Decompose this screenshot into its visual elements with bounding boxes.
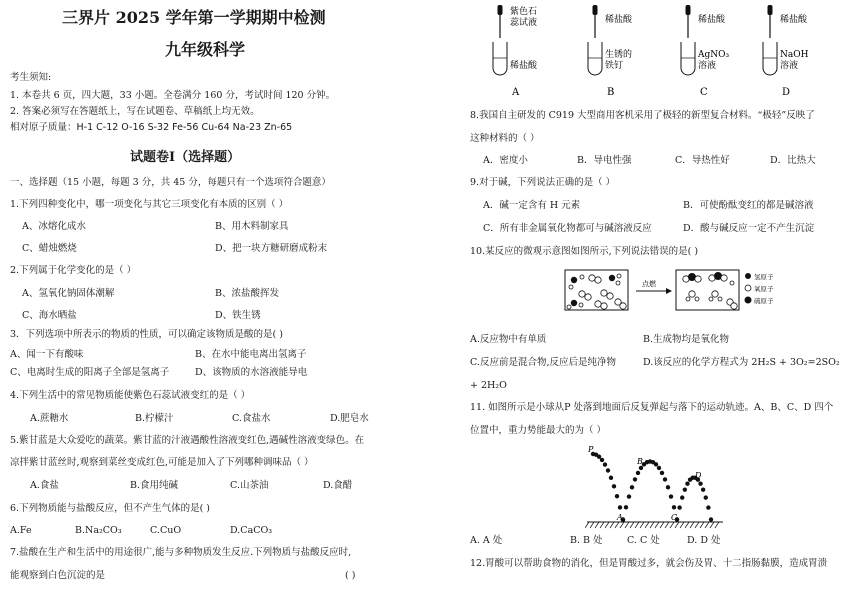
right-column (425, 0, 847, 594)
notice-line-2: 2. 答案必须写在答题纸上，写在试题卷、草稿纸上均无效。 (10, 106, 260, 117)
left-column (0, 0, 420, 594)
dropper-bulb (593, 5, 598, 15)
q3-stem: 3．下列选项中所表示的物质的性质，可以确定该物质是酸的是( ) (10, 329, 283, 340)
q1-option-c: C、蜡烛燃烧 (22, 243, 77, 254)
tube-b (588, 5, 633, 98)
dropper-bulb (768, 5, 773, 15)
dropper-label: 紫色石 (510, 7, 538, 17)
q5-option-c: C.山茶油 (230, 480, 269, 491)
ground-hatch (625, 522, 629, 528)
trajectory-dot (606, 468, 610, 472)
trajectory-dot (677, 505, 681, 509)
q4-option-c: C.食盐水 (232, 413, 271, 424)
tube-option-label: B (607, 87, 615, 98)
tube-d (763, 5, 809, 98)
ground-hatch (585, 522, 589, 528)
q3-option-b: B、在水中能电离出氢离子 (195, 349, 307, 360)
ground-hatch (635, 522, 639, 528)
q10-option-b: B.生成物均是氧化物 (643, 334, 730, 345)
test-tube (763, 42, 777, 75)
ground-hatch (685, 522, 689, 528)
q2-stem: 2.下列属于化学变化的是（ ） (10, 265, 137, 276)
point-label-p: P (588, 445, 594, 454)
q11-option-a: A. A 处 (470, 535, 503, 546)
legend-sulfur-marker (745, 297, 752, 304)
q8-stem-line-2: 这种材料的（ ） (470, 133, 540, 144)
q2-option-c: C、海水晒盐 (22, 310, 77, 321)
q6-option-d: D.CaCO₃ (230, 525, 273, 536)
ground-hatch (615, 522, 619, 528)
trajectory-dot (630, 485, 634, 489)
trajectory-dot (666, 485, 670, 489)
exam-title: 三界片 2025 学年第一学期期中检测 (62, 8, 326, 27)
ground-hatch (680, 522, 684, 528)
q5-option-d: D.食醋 (323, 480, 353, 491)
trajectory-dot (685, 482, 689, 486)
liquid-label: 生锈的 (605, 50, 633, 60)
legend-hydrogen: 氢原子 (754, 273, 774, 281)
q6-option-b: B.Na₂CO₃ (75, 525, 122, 536)
ground-hatch (715, 522, 719, 528)
liquid-label: 溶液 (698, 61, 717, 71)
trajectory-dot (636, 471, 640, 475)
q10-option-a: A.反应物中有单质 (470, 334, 547, 345)
dropper-label: 蕊试液 (510, 18, 538, 28)
trajectory-dot (701, 487, 705, 491)
ground-hatch (675, 522, 679, 528)
notice-line-1: 1. 本卷共 6 页，四大题，33 小题。全卷满分 160 分，考试时间 120 分钟。 (10, 90, 336, 101)
ground-hatch (705, 522, 709, 528)
liquid-label: AgNO₃ (698, 50, 730, 60)
trajectory-dot (683, 487, 687, 491)
paper-section-title: 试题卷Ⅰ（选择题） (130, 150, 241, 165)
tube-c (681, 5, 730, 98)
section-instructions: 一、选择题（15 小题，每题 3 分，共 45 分，每题只有一个选项符合题意） (10, 177, 331, 188)
q8-option-b: B．导电性强 (577, 155, 632, 166)
trajectory-dot (698, 482, 702, 486)
legend-oxygen-marker (745, 285, 751, 291)
ground-hatch (645, 522, 649, 528)
ground-hatch (655, 522, 659, 528)
point-label-b: B (637, 457, 643, 466)
trajectory-dot (704, 495, 708, 499)
trajectory-dot (615, 494, 619, 498)
trajectory-dot (706, 505, 710, 509)
liquid-label: NaOH (780, 50, 809, 60)
liquid-label: 稀盐酸 (510, 61, 538, 71)
q11-option-c: C. C 处 (627, 535, 660, 546)
ground-hatch (710, 522, 714, 528)
ground-hatch (690, 522, 694, 528)
atomic-mass-line: 相对原子质量：H-1 C-12 O-16 S-32 Fe-56 Cu-64 Na-23 Zn-65 (10, 122, 293, 133)
trajectory-dot (680, 495, 684, 499)
dropper-bulb (498, 5, 503, 15)
q6-stem: 6.下列物质能与盐酸反应，但不产生气体的是( ) (10, 503, 210, 514)
trajectory-dot (600, 458, 604, 462)
q5-stem-line-2: 凉拌紫甘蓝丝时,观察到菜丝变成红色,可能是加入了下列哪种调味品（ ） (10, 457, 314, 468)
q8-stem-line-1: 8.我国自主研发的 C919 大型商用客机采用了极轻的新型复合材料。“极轻”反映了 (470, 110, 815, 121)
q11-option-d: D. D 处 (687, 535, 721, 546)
q9-option-d: D．酸与碱反应一定不产生沉淀 (683, 223, 815, 234)
dropper-bulb (686, 5, 691, 15)
ground-hatch (595, 522, 599, 528)
trajectory-dot (597, 454, 601, 458)
reaction-arrowhead (666, 288, 672, 294)
q9-option-b: B．可使酚酞变红的都是碱溶液 (683, 200, 814, 211)
q5-option-b: B.食用纯碱 (130, 480, 179, 491)
ground-hatch (600, 522, 604, 528)
test-tube (681, 42, 695, 75)
ground-hatch (670, 522, 674, 528)
trajectory-dot (627, 494, 631, 498)
tube-option-label: A (512, 87, 520, 98)
q12-stem: 12.胃酸可以帮助食物的消化，但是胃酸过多，就会伤及胃、十二指肠黏膜，造成胃溃 (470, 558, 828, 569)
q5-stem-line-1: 5.紫甘蓝是大众爱吃的蔬菜。紫甘蓝的汁液遇酸性溶液变红色,遇碱性溶液变绿色。在 (10, 435, 365, 446)
q5-option-a: A.食盐 (30, 480, 59, 491)
q2-option-b: B、浓盐酸挥发 (215, 288, 279, 299)
legend-oxygen: 氧原子 (754, 285, 774, 293)
ground-hatch (660, 522, 664, 528)
q9-option-c: C．所有非金属氧化物都可与碱溶液反应 (483, 223, 652, 234)
q10-option-d-continued: + 2H₂O (470, 380, 507, 391)
notice-heading: 考生须知: (10, 72, 52, 83)
test-tube (493, 42, 507, 75)
q11-bounce-trajectory (585, 442, 725, 532)
ground-hatch (700, 522, 704, 528)
q7-test-tube-diagram (425, 0, 847, 100)
ground-hatch (695, 522, 699, 528)
q1-option-d: D、把一块方糖研磨成粉末 (215, 243, 328, 254)
trajectory-dot (663, 477, 667, 481)
trajectory-dot (657, 466, 661, 470)
q2-option-a: A、氢氧化钠固体潮解 (22, 288, 115, 299)
trajectory-dot (672, 505, 676, 509)
point-label-c: C (671, 513, 678, 522)
q7-stem-line-2: 能观察到白色沉淀的是 (10, 570, 106, 581)
q4-stem: 4.下列生活中的常见物质能使紫色石蕊试液变红的是（ ） (10, 390, 251, 401)
q3-option-a: A、闻一下有酸味 (10, 349, 84, 360)
q7-stem-line-1: 7.盐酸在生产和生活中的用途很广,能与多种物质发生反应.下列物质与盐酸反应时, (10, 547, 352, 558)
trajectory-dot (660, 471, 664, 475)
q10-reaction-diagram (560, 266, 785, 316)
q4-option-a: A.蔗糖水 (30, 413, 69, 424)
trajectory-dot (669, 494, 673, 498)
point-label-d: D (695, 471, 702, 480)
legend-hydrogen-marker (745, 273, 751, 279)
q1-option-a: A、冰熔化成水 (22, 221, 86, 232)
trajectory-dot (624, 505, 628, 509)
point-label-a: A (617, 513, 623, 522)
ground-hatch (620, 522, 624, 528)
dropper-label: 稀盐酸 (780, 15, 808, 25)
q11-stem-line-1: 11. 如图所示是小球从P 处落到地面后反复弹起与落下的运动轨迹。A、B、C、D 四个 (470, 402, 834, 413)
q9-stem: 9.对于碱，下列说法正确的是（ ） (470, 177, 616, 188)
q6-option-c: C.CuO (150, 525, 182, 536)
tube-a (493, 5, 538, 98)
trajectory-dot (639, 466, 643, 470)
ground-hatch (590, 522, 594, 528)
ground-hatch (630, 522, 634, 528)
q6-option-a: A.Fe (10, 525, 32, 536)
ground-hatch (640, 522, 644, 528)
q2-option-d: D、铁生锈 (215, 310, 261, 321)
trajectory-dot (612, 484, 616, 488)
q3-option-c: C、电离时生成的阳离子全部是氢离子 (10, 367, 170, 378)
reaction-arrow-label: 点燃 (642, 280, 656, 288)
tube-option-label: C (700, 87, 708, 98)
trajectory-dot (618, 505, 622, 509)
q3-option-d: D、该物质的水溶液能导电 (195, 367, 308, 378)
tube-option-label: D (782, 87, 791, 98)
q4-option-d: D.肥皂水 (330, 413, 369, 424)
q8-option-a: A．密度小 (483, 155, 528, 166)
q10-stem: 10.某反应的微观示意图如图所示,下列说法错误的是( ) (470, 246, 699, 257)
q1-option-b: B、用木料制家具 (215, 221, 289, 232)
ground-hatch (665, 522, 669, 528)
q11-stem-line-2: 位置中，重力势能最大的为（ ） (470, 425, 607, 436)
q1-stem: 1.下列四种变化中，哪一项变化与其它三项变化有本质的区别（ ） (10, 199, 289, 210)
exam-subtitle: 九年级科学 (165, 40, 246, 59)
ground-hatch (610, 522, 614, 528)
legend-sulfur: 硫原子 (754, 297, 774, 305)
trajectory-dot (654, 462, 658, 466)
trajectory-dot (609, 476, 613, 480)
q8-option-c: C．导热性好 (675, 155, 730, 166)
q7-answer-paren: ( ) (345, 570, 356, 581)
dropper-label: 稀盐酸 (605, 15, 633, 25)
q11-option-b: B. B 处 (570, 535, 603, 546)
trajectory-dot (603, 462, 607, 466)
test-tube (588, 42, 602, 75)
ground-hatch (650, 522, 654, 528)
liquid-label: 铁钉 (605, 61, 624, 71)
q9-option-a: A．碱一定含有 H 元素 (483, 200, 581, 211)
q10-option-d: D.该反应的化学方程式为 2H₂S + 3O₂=2SO₂ (643, 357, 840, 368)
liquid-label: 溶液 (780, 61, 799, 71)
q4-option-b: B.柠檬汁 (135, 413, 174, 424)
dropper-label: 稀盐酸 (698, 15, 726, 25)
q10-option-c: C.反应前是混合物,反应后是纯净物 (470, 357, 616, 368)
trajectory-dot (709, 517, 713, 521)
trajectory-dot (633, 477, 637, 481)
ground-hatch (605, 522, 609, 528)
q8-option-d: D．比热大 (770, 155, 816, 166)
